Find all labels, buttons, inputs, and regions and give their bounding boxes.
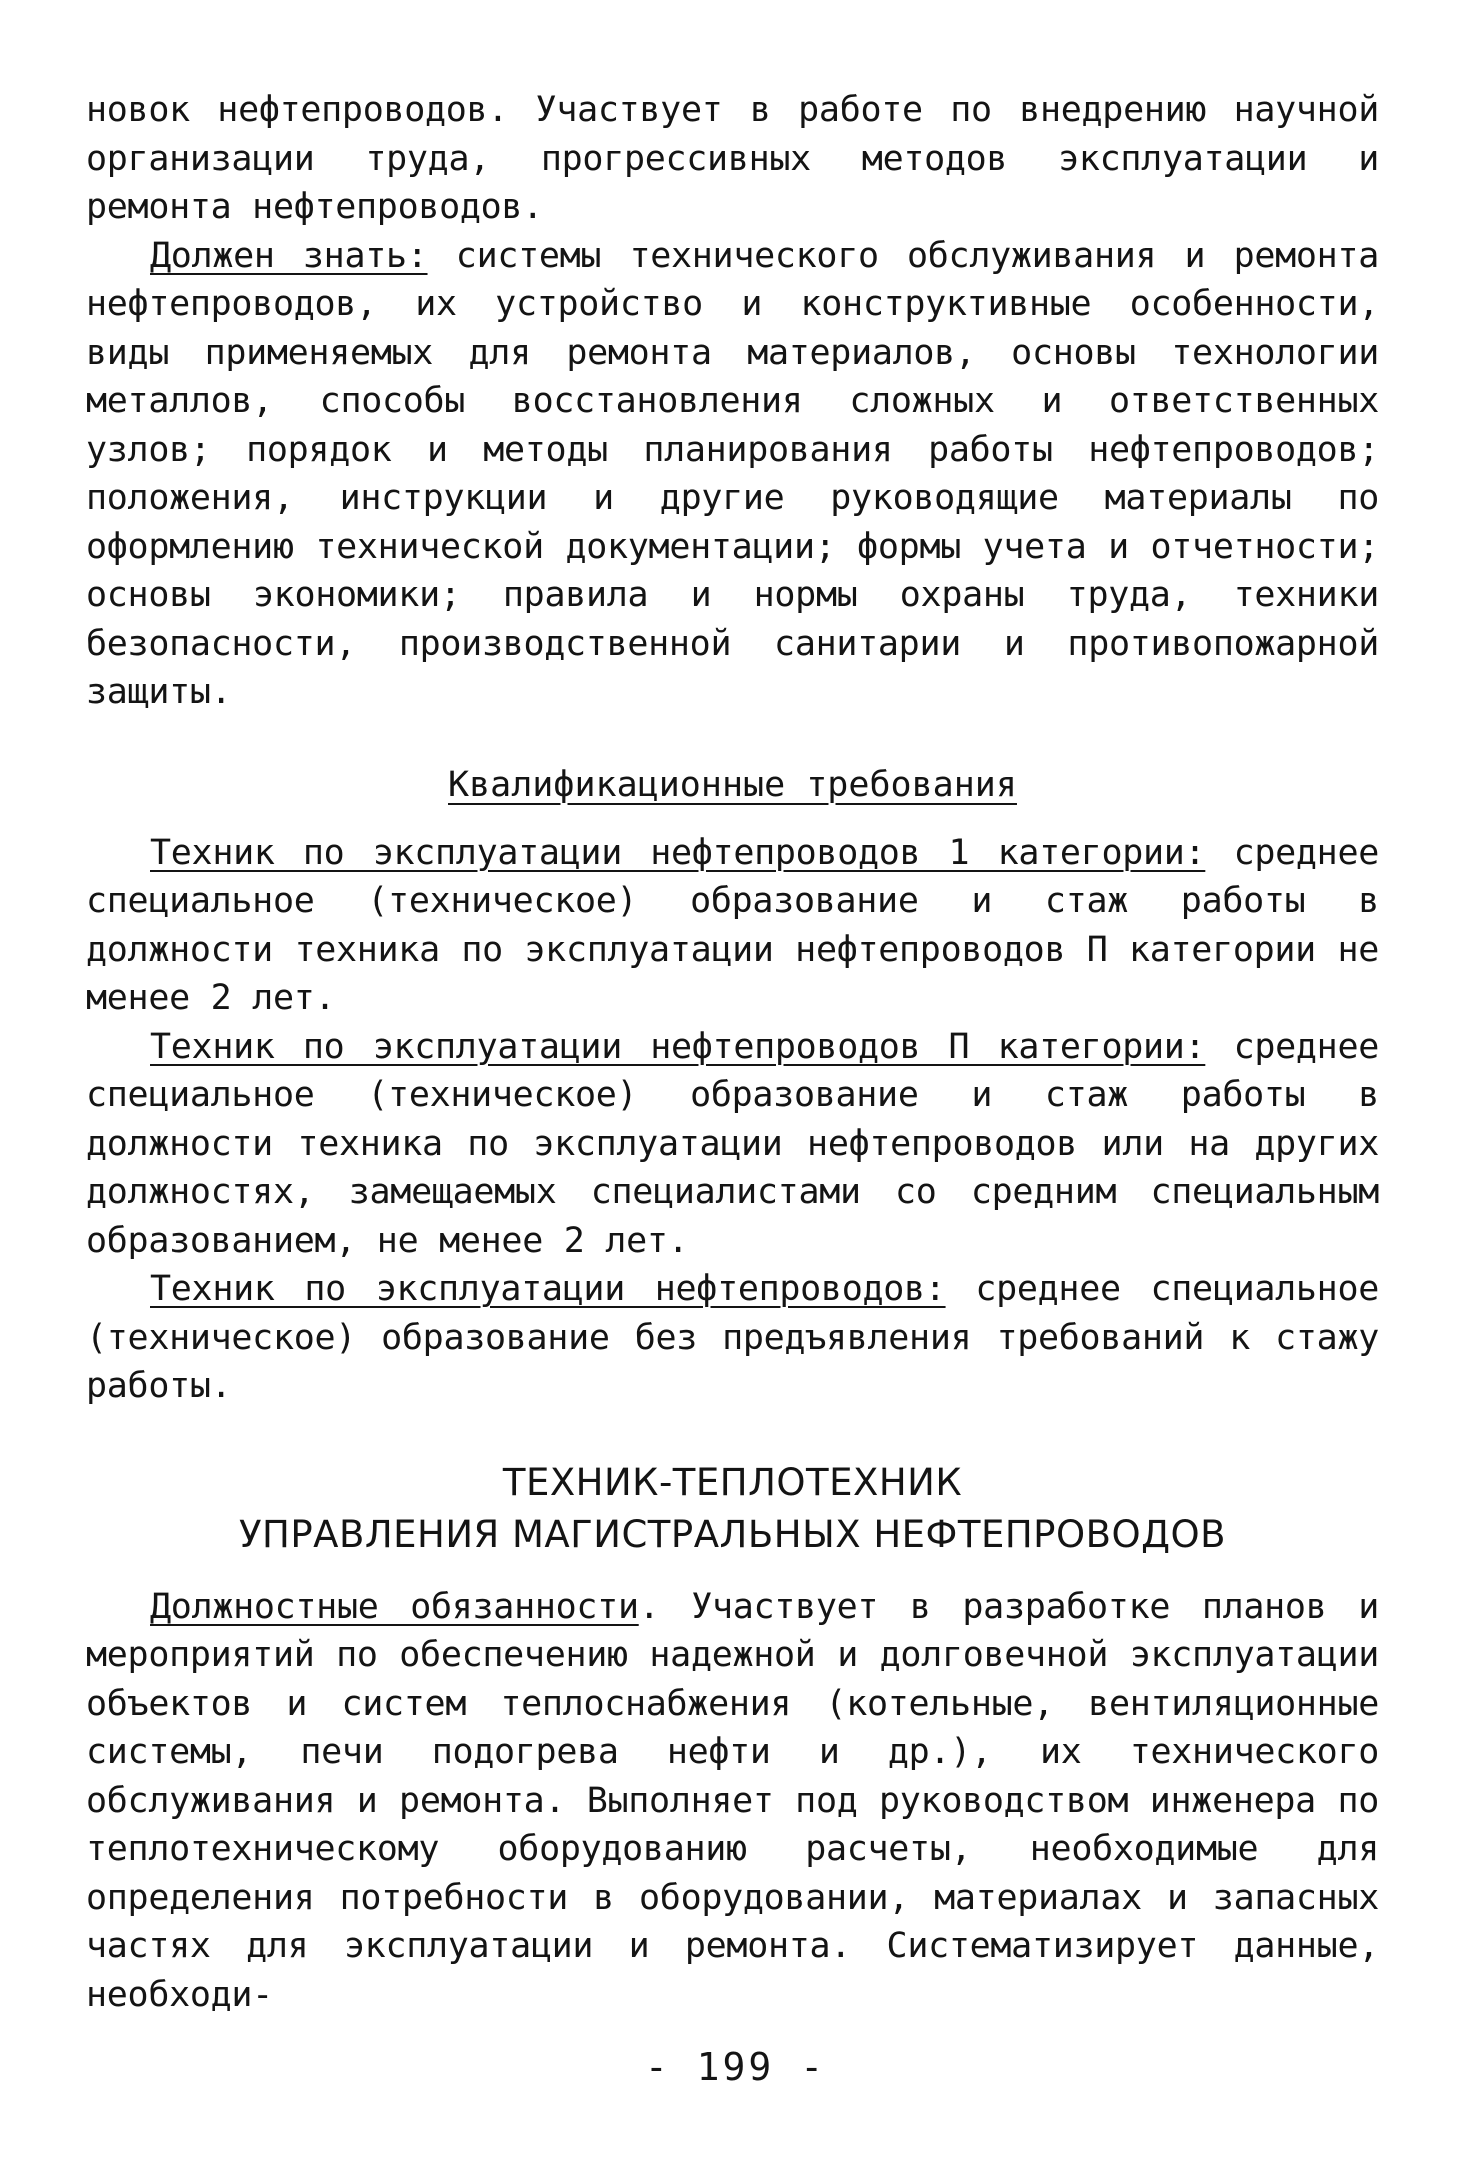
- qualification-item-label: Техник по эксплуатации нефтепроводов:: [150, 1269, 946, 1309]
- must-know-text: системы технического обслуживания и ремонта нефтепроводов, их устройство и конструктивные особенности, виды применяемых для ремонта материалов, основы технологии металлов, способы восстановления сложных и ответственных узлов; порядок и методы планирования работы нефтепроводов; положения, инструкции и другие руководящие материалы по оформлению технической документации; формы учета и отчетности; основы экономики; правила и нормы охраны труда, техники безопасности, производственной санитарии и противопожарной защиты.: [86, 235, 1379, 712]
- must-know-paragraph: [86, 232, 1379, 717]
- qualification-item-label: Техник по эксплуатации нефтепроводов П категории:: [150, 1026, 1206, 1067]
- must-know-label: Должен знать:: [150, 235, 428, 276]
- section-title-line1: ТЕХНИК-ТЕПЛОТЕХНИК: [502, 1460, 963, 1504]
- duties-label: Должностные обязанности: [150, 1586, 639, 1627]
- qualification-item: [86, 829, 1379, 1023]
- qualification-item-text: среднее специальное (техническое) образование без предъявления требований к стажу работы.: [86, 1269, 1379, 1406]
- section-title: [86, 1457, 1379, 1561]
- qualification-item-text: среднее специальное (техническое) образование и стаж работы в должности техника по эксплуатации нефтепроводов или на других должностях, замещаемых специалистами со средним специальным образованием, не менее 2 лет.: [86, 1026, 1379, 1261]
- section-title-line2: УПРАВЛЕНИЯ МАГИСТРАЛЬНЫХ НЕФТЕПРОВОДОВ: [238, 1512, 1227, 1556]
- continuation-paragraph: [86, 86, 1379, 232]
- qualification-heading-text: Квалификационные требования: [448, 764, 1017, 805]
- qualification-heading: [86, 761, 1379, 809]
- continuation-text: новок нефтепроводов. Участвует в работе по внедрению научной организации труда, прогрессивных методов эксплуатации и ремонта нефтепроводов.: [86, 90, 1379, 227]
- duties-paragraph: [86, 1583, 1379, 2020]
- qualification-item: [86, 1265, 1379, 1411]
- duties-text: . Участвует в разработке планов и мероприятий по обеспечению надежной и долговечной эксплуатации объектов и систем теплоснабжения (котельные, вентиляционные системы, печи подогрева нефти и др.), их технического обслуживания и ремонта. Выполняет под руководством инженера по теплотехническому оборудованию расчеты, необходимые для определения потребности в оборудовании, материалах и запасных частях для эксплуатации и ремонта. Систематизирует данные, необходи-: [86, 1586, 1379, 2015]
- qualification-item-label: Техник по эксплуатации нефтепроводов 1 категории:: [150, 832, 1206, 873]
- qualification-item: [86, 1023, 1379, 1266]
- page-number: - 199 -: [644, 2045, 827, 2089]
- qualification-item-text: среднее специальное (техническое) образование и стаж работы в должности техника по эксплуатации нефтепроводов П категории не менее 2 лет.: [86, 832, 1379, 1018]
